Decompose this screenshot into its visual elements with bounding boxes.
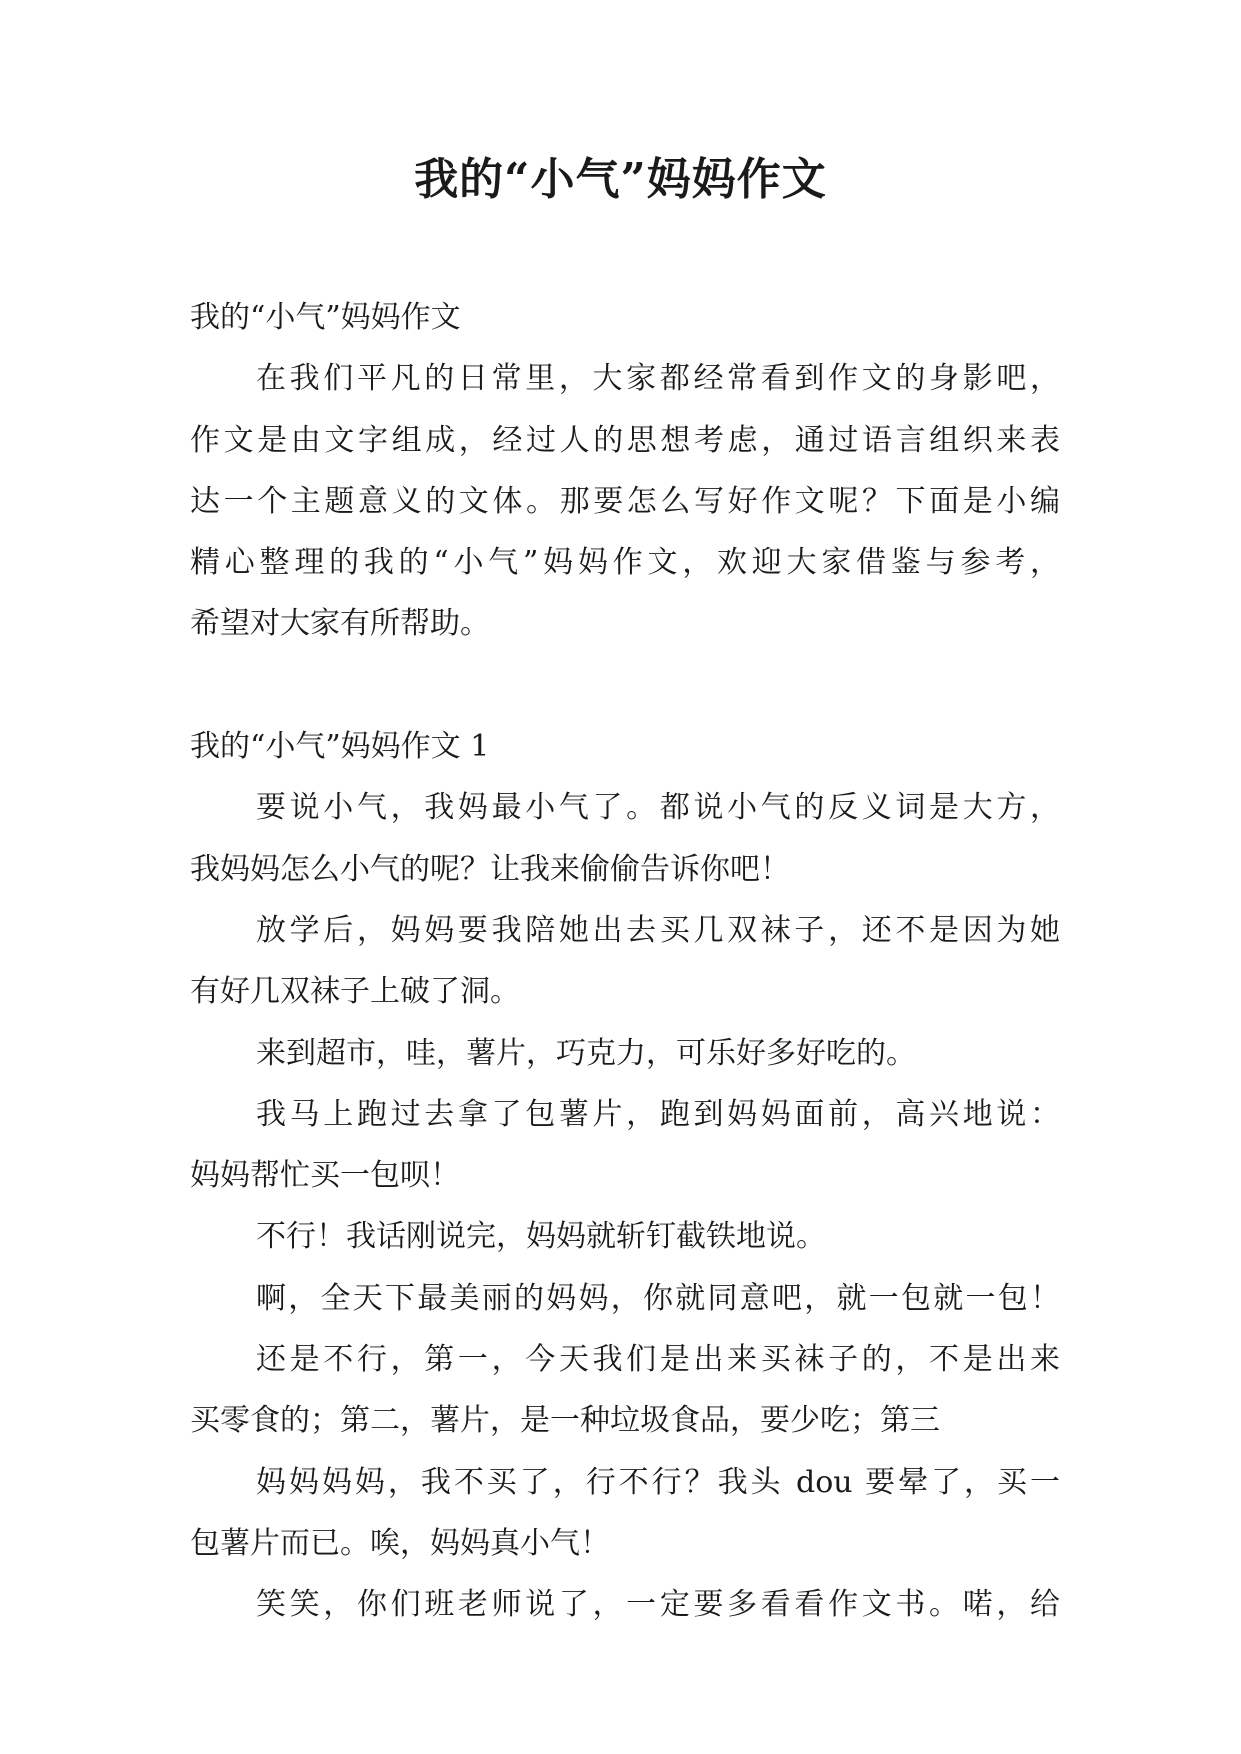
paragraph-line: 达一个主题意义的文体。那要怎么写好作文呢？下面是小编 (190, 483, 1060, 519)
paragraph-line: 作文是由文字组成，经过人的思想考虑，通过语言组织来表 (190, 422, 1060, 458)
paragraph-line: 啊，全天下最美丽的妈妈，你就同意吧，就一包就一包！ (256, 1280, 1060, 1316)
paragraph-line: 妈妈妈妈，我不买了，行不行？我头 dou 要晕了，买一 (256, 1464, 1060, 1500)
paragraph-line: 在我们平凡的日常里，大家都经常看到作文的身影吧， (256, 361, 1060, 397)
document-title: 我的“小气”妈妈作文 (414, 154, 827, 205)
intro-heading: 我的“小气”妈妈作文 (190, 300, 461, 335)
section-gap (190, 655, 1060, 716)
paragraph-line: 我马上跑过去拿了包薯片，跑到妈妈面前，高兴地说： (256, 1096, 1060, 1132)
paragraph-line: 放学后，妈妈要我陪她出去买几双袜子，还不是因为她 (256, 912, 1060, 948)
paragraph-line: 要说小气，我妈最小气了。都说小气的反义词是大方， (256, 790, 1060, 826)
paragraph-line: 精心整理的我的“小气”妈妈作文，欢迎大家借鉴与参考， (190, 545, 1060, 581)
paragraph-line: 来到超市，哇，薯片，巧克力，可乐好多好吃的。 (256, 1035, 916, 1071)
paragraph-line: 还是不行，第一，今天我们是出来买袜子的，不是出来 (256, 1342, 1060, 1378)
essay-heading: 我的“小气”妈妈作文 1 (190, 729, 490, 765)
paragraph-line: 包薯片而已。唉，妈妈真小气！ (190, 1525, 610, 1561)
paragraph-line: 有好几双袜子上破了洞。 (190, 974, 520, 1010)
paragraph-line: 妈妈帮忙买一包呗！ (190, 1158, 460, 1194)
paragraph-line: 笑笑，你们班老师说了，一定要多看看作文书。喏，给 (256, 1587, 1060, 1623)
paragraph-line: 不行！我话刚说完，妈妈就斩钉截铁地说。 (256, 1219, 826, 1255)
document-body (190, 287, 1060, 1636)
paragraph-line: 买零食的；第二，薯片，是一种垃圾食品，要少吃；第三 (190, 1403, 940, 1439)
paragraph-line: 我妈妈怎么小气的呢？让我来偷偷告诉你吧！ (190, 851, 790, 887)
paragraph-line: 希望对大家有所帮助。 (190, 606, 490, 642)
